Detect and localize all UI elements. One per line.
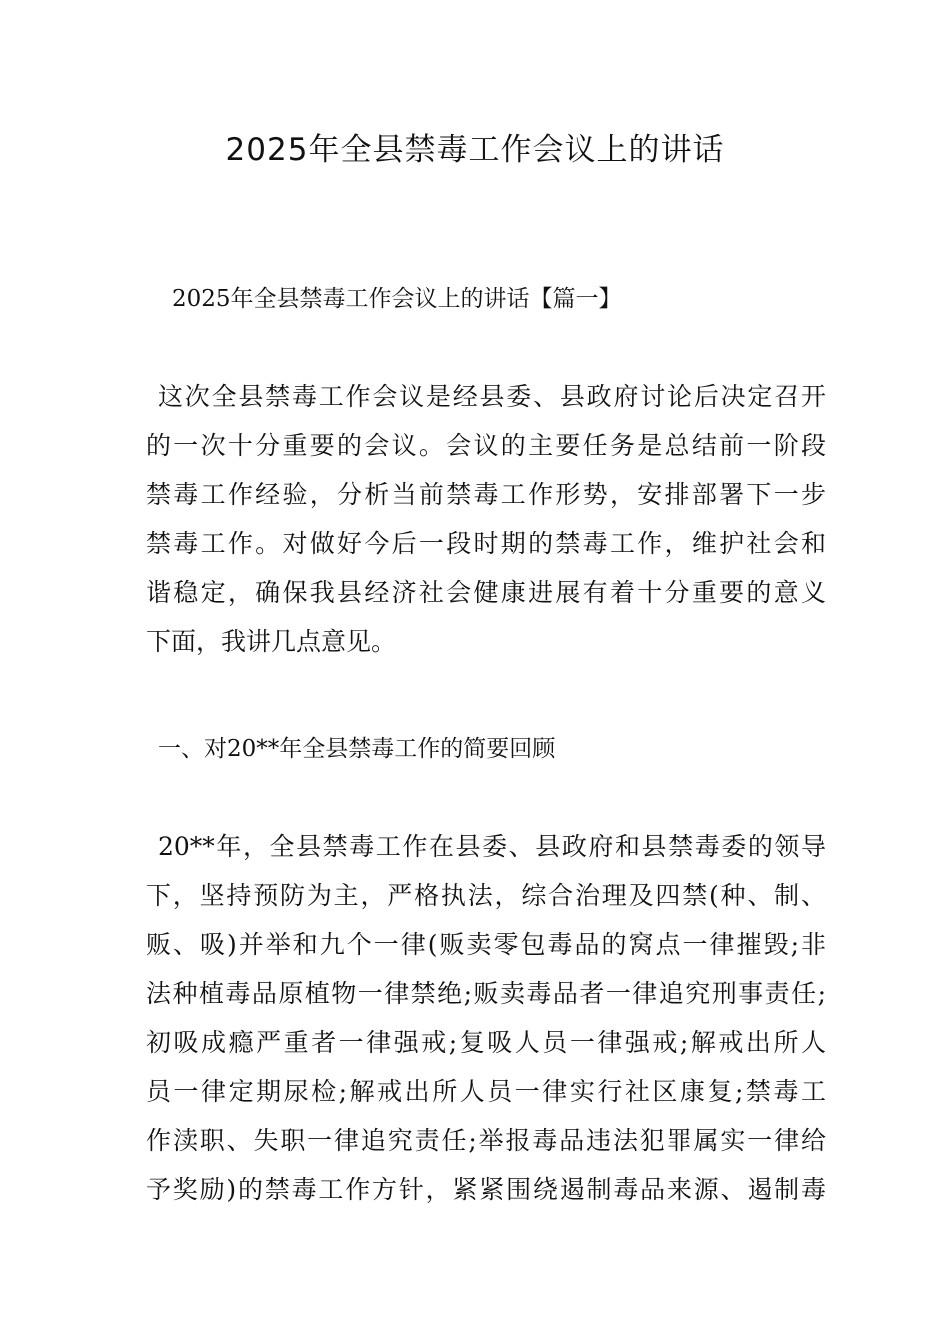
review-paragraph xyxy=(146,822,826,1214)
paragraph-line: 予奖励)的禁毒工作方针，紧紧围绕遏制毒品来源、遏制毒 xyxy=(146,1175,826,1204)
paragraph-line: 20**年，全县禁毒工作在县委、县政府和县禁毒委的领导 xyxy=(158,832,826,861)
section-heading: 一、对20**年全县禁毒工作的简要回顾 xyxy=(158,736,556,762)
paragraph-line: 下面，我讲几点意见。 xyxy=(146,627,397,656)
speech-subtitle: 2025年全县禁毒工作会议上的讲话【篇一】 xyxy=(172,286,622,312)
document-title: 2025年全县禁毒工作会议上的讲话 xyxy=(225,132,725,168)
paragraph-line: 作渎职、失职一律追究责任;举报毒品违法犯罪属实一律给 xyxy=(146,1126,826,1155)
paragraph-line: 员一律定期尿检;解戒出所人员一律实行社区康复;禁毒工 xyxy=(146,1077,826,1106)
paragraph-line: 禁毒工作经验，分析当前禁毒工作形势，安排部署下一步 xyxy=(146,480,826,509)
paragraph-line: 谐稳定，确保我县经济社会健康进展有着十分重要的意义 xyxy=(146,578,826,607)
paragraph-line: 下，坚持预防为主，严格执法，综合治理及四禁(种、制、 xyxy=(146,881,826,910)
paragraph-line: 法种植毒品原植物一律禁绝;贩卖毒品者一律追究刑事责任; xyxy=(146,979,826,1008)
paragraph-line: 禁毒工作。对做好今后一段时期的禁毒工作，维护社会和 xyxy=(146,529,826,558)
intro-paragraph xyxy=(146,372,826,666)
paragraph-line: 贩、吸)并举和九个一律(贩卖零包毒品的窝点一律摧毁;非 xyxy=(146,930,826,959)
paragraph-line: 这次全县禁毒工作会议是经县委、县政府讨论后决定召开 xyxy=(158,382,826,411)
paragraph-line: 初吸成瘾严重者一律强戒;复吸人员一律强戒;解戒出所人 xyxy=(146,1028,826,1057)
paragraph-line: 的一次十分重要的会议。会议的主要任务是总结前一阶段 xyxy=(146,431,826,460)
